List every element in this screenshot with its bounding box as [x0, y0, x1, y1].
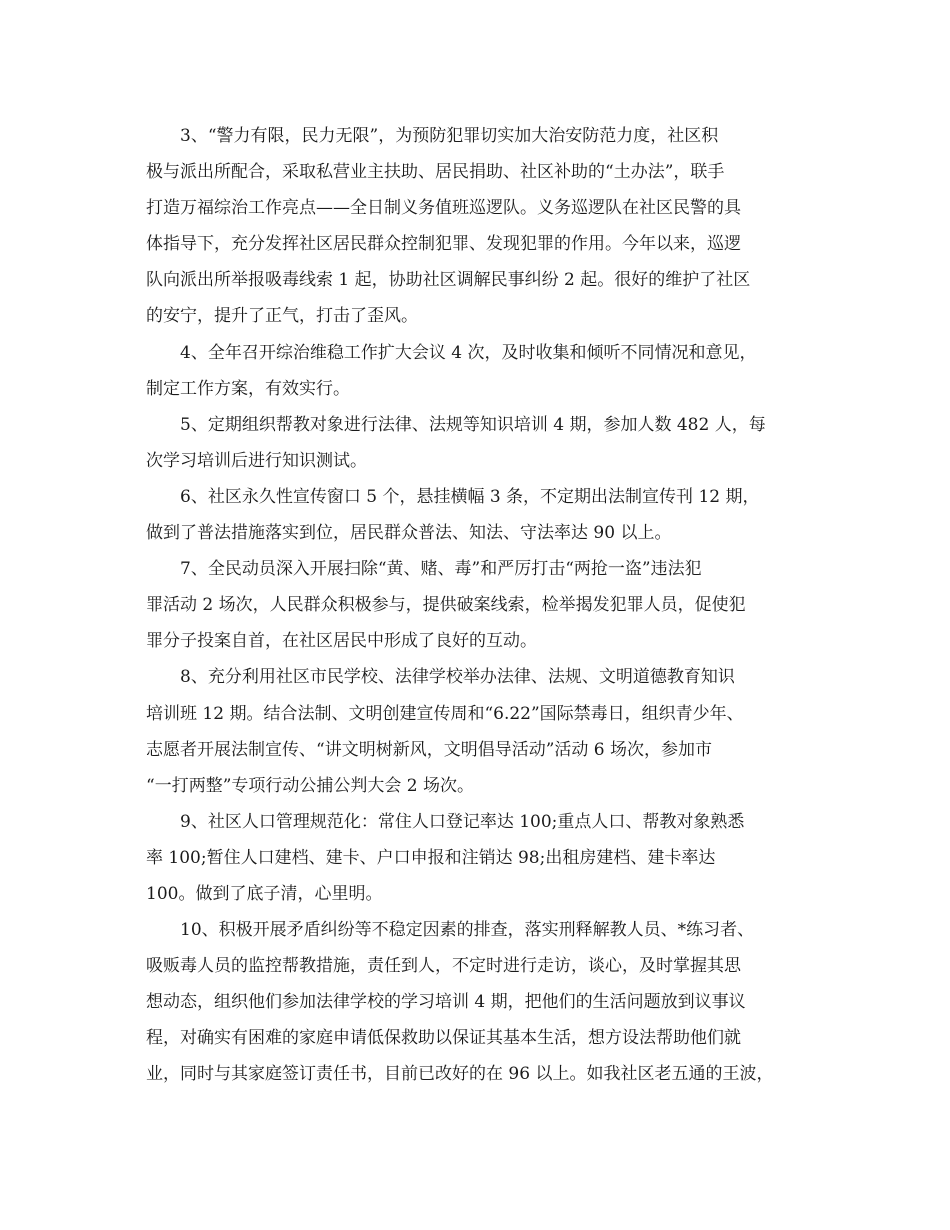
text-line: 想动态，组织他们参加法律学校的学习培训 4 期，把他们的生活问题放到议事议 [146, 992, 746, 1013]
text-line: 极与派出所配合，采取私营业主扶助、居民捐助、社区补助的“土办法”，联手 [146, 162, 725, 183]
text-line: 次学习培训后进行知识测试。 [146, 450, 367, 471]
text-line: 志愿者开展法制宣传、“讲文明树新风，文明倡导活动”活动 6 场次，参加市 [146, 739, 713, 760]
paragraph-10 [146, 912, 826, 1092]
text-line: 体指导下，充分发挥社区居民群众控制犯罪、发现犯罪的作用。今年以来，巡逻 [146, 234, 741, 255]
text-line: 9、社区人口管理规范化：常住人口登记率达 100;重点人口、帮教对象熟悉 [180, 811, 745, 832]
text-line: 5、定期组织帮教对象进行法律、法规等知识培训 4 期，参加人数 482 人，每 [180, 414, 766, 435]
paragraph-6 [146, 479, 826, 551]
text-line: 8、充分利用社区市民学校、法律学校举办法律、法规、文明道德教育知识 [180, 667, 735, 688]
text-line: “一打两整”专项行动公捕公判大会 2 场次。 [146, 775, 475, 796]
text-line: 10、积极开展矛盾纠纷等不稳定因素的排查，落实刑释解教人员、*练习者、 [180, 920, 755, 941]
text-line: 打造万福综治工作亮点——全日制义务值班巡逻队。义务巡逻队在社区民警的具 [146, 198, 741, 219]
paragraph-5 [146, 407, 826, 479]
text-line: 的安宁，提升了正气，打击了歪风。 [146, 306, 418, 327]
text-line: 业，同时与其家庭签订责任书，目前已改好的在 96 以上。如我社区老五通的王波， [146, 1064, 774, 1085]
paragraph-3 [146, 118, 826, 335]
paragraph-9 [146, 804, 826, 912]
text-line: 制定工作方案，有效实行。 [146, 378, 350, 399]
text-line: 吸贩毒人员的监控帮教措施，责任到人，不定时进行走访，谈心，及时掌握其思 [146, 956, 741, 977]
text-line: 队向派出所举报吸毒线索 1 起，协助社区调解民事纠纷 2 起。很好的维护了社区 [146, 270, 751, 291]
text-line: 程，对确实有困难的家庭申请低保救助以保证其基本生活，想方设法帮助他们就 [146, 1028, 741, 1049]
document-body [146, 118, 826, 1093]
text-line: 罪分子投案自首，在社区居民中形成了良好的互动。 [146, 631, 537, 652]
text-line: 培训班 12 期。结合法制、文明创建宣传周和“6.22”国际禁毒日，组织青少年、 [146, 703, 744, 724]
text-line: 6、社区永久性宣传窗口 5 个，悬挂横幅 3 条，不定期出法制宣传刊 12 期， [180, 486, 760, 507]
paragraph-7 [146, 551, 826, 659]
text-line: 4、全年召开综治维稳工作扩大会议 4 次，及时收集和倾听不同情况和意见， [180, 342, 757, 363]
text-line: 率 100;暂住人口建档、建卡、户口申报和注销达 98;出租房建档、建卡率达 [146, 847, 716, 868]
text-line: 罪活动 2 场次，人民群众积极参与，提供破案线索，检举揭发犯罪人员，促使犯 [146, 595, 746, 616]
text-line: 7、全民动员深入开展扫除“黄、赌、毒”和严厉打击“两抢一盗”违法犯 [180, 559, 702, 580]
text-line: 做到了普法措施落实到位，居民群众普法、知法、守法率达 90 以上。 [146, 523, 672, 544]
text-line: 100。做到了底子清，心里明。 [146, 883, 383, 904]
paragraph-4 [146, 335, 826, 407]
paragraph-8 [146, 659, 826, 803]
text-line: 3、“警力有限，民力无限”，为预防犯罪切实加大治安防范力度，社区积 [180, 126, 719, 146]
